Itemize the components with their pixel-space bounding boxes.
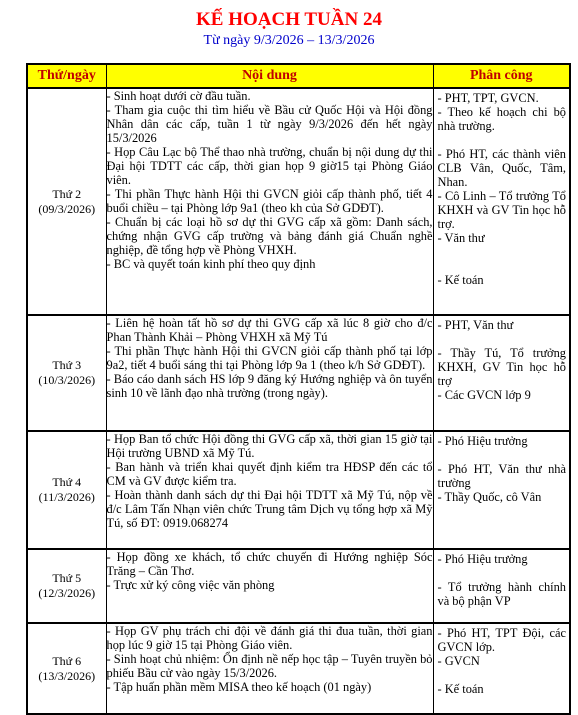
assign-item: - Các GVCN lớp 9 — [437, 388, 531, 402]
spacer — [438, 332, 567, 346]
content-item: - Tham gia cuộc thi tìm hiểu về Bầu cử Quốc Hội và Hội đồng Nhân dân các cấp, tuần 1 từ ngày 9/3/2026 đến hết ngày 15/3/2026 — [106, 103, 433, 145]
assign-item: - Kế toán — [437, 273, 484, 287]
day-date: (09/3/2026) — [38, 201, 96, 216]
table-row — [27, 431, 570, 549]
assign-item: - Văn thư — [437, 231, 485, 245]
spacer — [438, 668, 567, 682]
assign-cell — [433, 88, 570, 315]
assign-cell — [433, 431, 570, 549]
day-cell — [27, 88, 106, 315]
content-item: - Thi phần Thực hành Hội thi GVCN giỏi cấp thành phố, tiết 4 buổi chiều – tại Phòng lớp 9a1 (theo kh của Sở GDĐT). — [106, 187, 433, 215]
assign-item: - Theo kế hoạch chi bộ nhà trường. — [437, 105, 566, 133]
assign-cell — [433, 623, 570, 714]
column-header-assign: Phân công — [433, 64, 570, 88]
content-item: - Họp đồng xe khách, tổ chức chuyến đi Hướng nghiệp Sóc Trăng – Cần Thơ. — [106, 550, 433, 578]
assign-item: - GVCN — [437, 654, 480, 668]
spacer — [438, 133, 567, 147]
content-item: - Ban hành và triển khai quyết định kiểm tra HĐSP đến các tổ CM và GV được kiểm tra. — [106, 460, 433, 488]
content-item: - Trực xử ký công việc văn phòng — [106, 578, 275, 592]
table-row — [27, 623, 570, 714]
assign-item: - Tổ trưởng hành chính và bộ phận VP — [437, 580, 566, 608]
day-cell — [27, 623, 106, 714]
content-cell — [106, 623, 433, 714]
content-cell — [106, 315, 433, 431]
spacer — [438, 448, 567, 462]
content-item: - Sinh hoạt chủ nhiệm: Ổn định nề nếp học tập – Tuyên truyền bỏ phiếu Bầu cử vào ngày 15/3/2026. — [106, 652, 433, 680]
column-header-day: Thứ/ngày — [27, 64, 106, 88]
assign-item: - PHT, Văn thư — [437, 318, 514, 332]
assign-item: - Kế toán — [437, 682, 484, 696]
day-label: Thứ 5 — [52, 571, 82, 585]
day-cell — [27, 549, 106, 623]
day-date: (11/3/2026) — [38, 490, 95, 504]
content-item: - Báo cáo danh sách HS lớp 9 đăng ký Hướng nghiệp và ôn tuyển sinh 10 về lãnh đạo nhà trường (trong ngày). — [106, 372, 433, 400]
spacer — [438, 245, 567, 259]
content-cell — [106, 549, 433, 623]
column-header-content: Nội dung — [106, 64, 433, 88]
table-header-row — [27, 64, 570, 88]
assign-item: - Cô Linh – Tổ trưởng Tổ KHXH và GV Tin học hỗ trợ. — [437, 189, 566, 231]
spacer — [438, 566, 567, 580]
assign-item: - Phó HT, các thành viên CLB Vân, Quốc, Tâm, Nhan. — [437, 147, 566, 189]
content-cell — [106, 431, 433, 549]
day-cell — [27, 315, 106, 431]
content-item: - Tập huấn phần mềm MISA theo kế hoạch (01 ngày) — [106, 680, 372, 694]
day-label: Thứ 3 — [52, 358, 82, 372]
table-row — [27, 315, 570, 431]
content-item: - Họp Câu Lạc bộ Thể thao nhà trường, chuẩn bị nội dung dự thi Đại hội TDTT các cấp, thời gian họp 9 giờ15 tại Phòng Giáo viên. — [106, 145, 433, 187]
content-item: - Họp GV phụ trách chi đội về đánh giá thi đua tuần, thời gian họp lúc 9 giờ 15 tại Phòng Giáo viên. — [106, 624, 433, 652]
date-range: Từ ngày 9/3/2026 – 13/3/2026 — [203, 33, 375, 48]
content-item: - Họp Ban tổ chức Hội đồng thi GVG cấp xã, thời gian 15 giờ tại Hội trường UBND xã Mỹ Tú. — [106, 432, 433, 460]
day-label: Thứ 4 — [52, 475, 82, 489]
assign-item: - Phó HT, Văn thư nhà trường — [437, 462, 566, 490]
assign-item: - Phó Hiệu trưởng — [437, 552, 528, 566]
day-label: Thứ 2 — [52, 186, 82, 201]
content-item: - Chuẩn bị các loại hồ sơ dự thi GVG cấp xã gồm: Danh sách, chứng nhận GVG cấp trường và bảng đánh giá Chuẩn nghề nghiệp, đề tổng hợp về Phòng VHXH. — [106, 215, 433, 257]
assign-item: - Thầy Quốc, cô Vân — [437, 490, 542, 504]
assign-item: - Phó HT, TPT Đội, các GVCN lớp. — [437, 626, 566, 654]
day-date: (10/3/2026) — [38, 373, 96, 387]
day-date: (12/3/2026) — [38, 586, 96, 600]
content-item: - BC và quyết toán kinh phí theo quy định — [106, 257, 316, 271]
day-cell — [27, 431, 106, 549]
table-row — [27, 549, 570, 623]
content-cell — [106, 88, 433, 315]
weekly-plan-table — [26, 63, 571, 715]
page-title: KẾ HOẠCH TUẦN 24 — [196, 9, 382, 30]
spacer — [438, 259, 567, 273]
content-item: - Sinh hoạt dưới cờ đầu tuần. — [106, 89, 251, 103]
content-item: - Hoàn thành danh sách dự thi Đại hội TDTT xã Mỹ Tú, nộp về đ/c Lâm Tấn Nhạn viên chức Trung tâm Dịch vụ tổng hợp xã Mỹ Tú, số ĐT: 0919.068274 — [106, 488, 433, 530]
content-item: - Thi phần Thực hành Hội thi GVCN giỏi cấp thành phố tại lớp 9a2, tiết 4 buổi sáng thi tại Phòng lớp 9a 1 (theo k/h Sở GDĐT). — [106, 344, 433, 372]
content-item: - Liên hệ hoàn tất hồ sơ dự thi GVG cấp xã lúc 8 giờ cho đ/c Phan Thành Khải – Phòng VHXH xã Mỹ Tú — [106, 316, 433, 344]
table-row — [27, 88, 570, 315]
day-label: Thứ 6 — [52, 653, 82, 668]
assign-item: - PHT, TPT, GVCN. — [437, 91, 539, 105]
assign-cell — [433, 549, 570, 623]
assign-item: - Phó Hiệu trưởng — [437, 434, 528, 448]
assign-item: - Thầy Tú, Tổ trưởng KHXH, GV Tin học hỗ trợ — [437, 346, 566, 388]
assign-cell — [433, 315, 570, 431]
day-date: (13/3/2026) — [38, 668, 96, 683]
